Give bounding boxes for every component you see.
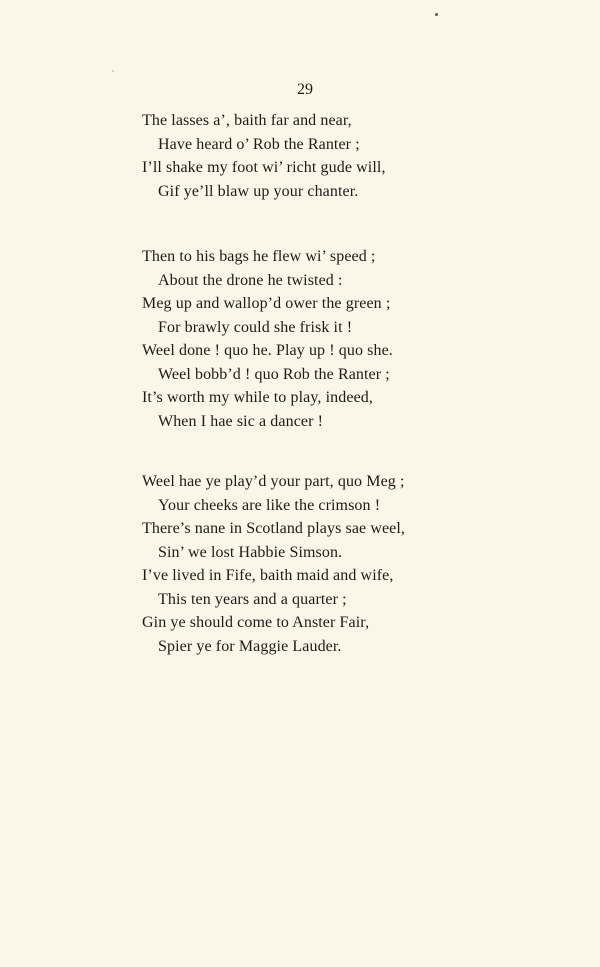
- verse-line: I’ll shake my foot wi’ richt gude will,: [142, 159, 386, 176]
- verse-line: Weel hae ye play’d your part, quo Meg ;: [142, 473, 405, 490]
- verse-line: The lasses a’, baith far and near,: [142, 112, 352, 129]
- verse-line: Sin’ we lost Habbie Simson.: [158, 543, 343, 561]
- paper-speck: [112, 70, 114, 72]
- verse-line: This ten years and a quarter ;: [158, 590, 347, 608]
- verse-line: There’s nane in Scotland plays sae weel,: [142, 520, 406, 537]
- verse-line: It’s worth my while to play, indeed,: [142, 389, 373, 406]
- verse-line: When I hae sic a dancer !: [158, 412, 324, 430]
- verse-line: Gif ye’ll blaw up your chanter.: [158, 182, 359, 200]
- verse-line: Have heard o’ Rob the Ranter ;: [158, 135, 360, 153]
- stanza-2: [142, 245, 393, 433]
- verse-line: Spier ye for Maggie Lauder.: [158, 637, 342, 655]
- stanza-1: [142, 109, 386, 203]
- verse-line: For brawly could she frisk it !: [158, 318, 353, 336]
- verse-line: I’ve lived in Fife, baith maid and wife,: [142, 567, 394, 584]
- verse-line: Weel done ! quo he. Play up ! quo she.: [142, 342, 393, 359]
- verse-line: Then to his bags he flew wi’ speed ;: [142, 248, 376, 265]
- verse-line: Gin ye should come to Anster Fair,: [142, 614, 370, 631]
- verse-line: Your cheeks are like the crimson !: [158, 496, 381, 514]
- verse-line: Meg up and wallop’d ower the green ;: [142, 295, 391, 312]
- verse-line: Weel bobb’d ! quo Rob the Ranter ;: [158, 365, 390, 383]
- page-number: 29: [297, 81, 313, 98]
- paper-speck: [435, 13, 438, 16]
- verse-line: About the drone he twisted :: [158, 271, 343, 289]
- stanza-3: [142, 470, 405, 658]
